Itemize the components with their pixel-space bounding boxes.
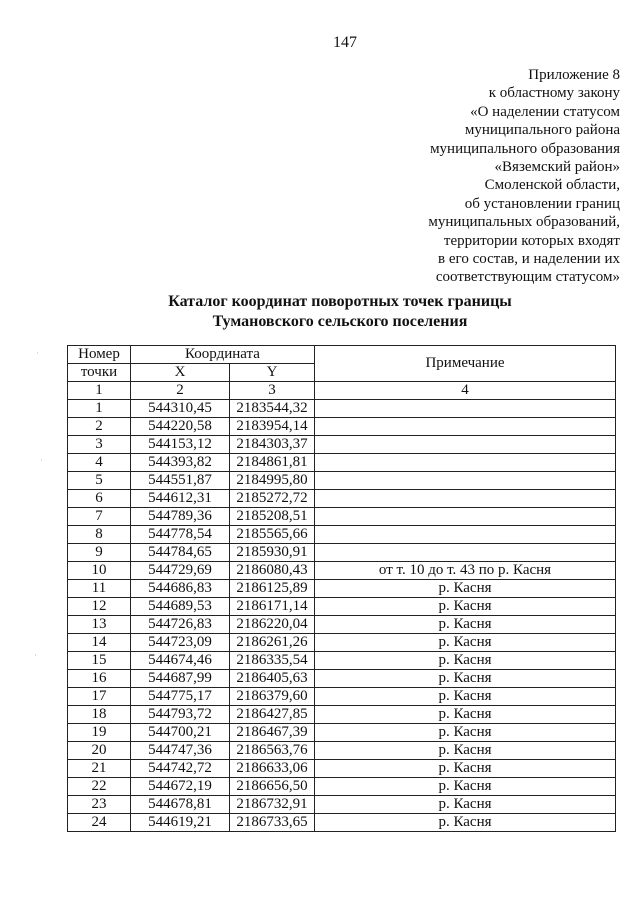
point-number-cell: 9 [68,544,131,562]
y-coordinate-cell: 2186261,26 [230,634,315,652]
y-coordinate-cell: 2185272,72 [230,490,315,508]
x-coordinate-cell: 544672,19 [131,778,230,796]
point-number-cell: 5 [68,472,131,490]
table-row [68,724,616,742]
table-row [68,544,616,562]
y-coordinate-cell: 2186633,06 [230,760,315,778]
appendix-line: Смоленской области, [484,177,620,194]
point-number-cell: 14 [68,634,131,652]
appendix-line: «Вяземский район» [494,159,620,176]
appendix-line: муниципального образования [430,140,620,157]
column-number: 1 [68,382,131,400]
appendix-line: Приложение 8 [528,67,620,83]
title-line: Тумановского сельского поселения [212,313,468,330]
y-coordinate-cell: 2186656,50 [230,778,315,796]
x-coordinate-cell: 544551,87 [131,472,230,490]
appendix-line: в его состав, и наделении их [438,251,620,268]
x-coordinate-cell: 544686,83 [131,580,230,598]
note-cell: р. Касня [315,688,616,706]
y-coordinate-cell: 2184861,81 [230,454,315,472]
y-coordinate-cell: 2185208,51 [230,508,315,526]
note-cell: р. Касня [315,742,616,760]
header-coordinate: Координата [131,346,315,364]
title-line: Каталог координат поворотных точек границы [168,293,512,310]
header-point-number-line2: точки [68,364,131,382]
y-coordinate-cell: 2184995,80 [230,472,315,490]
table-row [68,508,616,526]
point-number-cell: 11 [68,580,131,598]
table-row [68,418,616,436]
point-number-cell: 22 [68,778,131,796]
table-row [68,490,616,508]
note-cell: р. Касня [315,706,616,724]
scan-speck: · [36,348,39,358]
header-point-number: Номер [68,346,131,364]
table-row [68,598,616,616]
y-coordinate-cell: 2186405,63 [230,670,315,688]
point-number-cell: 2 [68,418,131,436]
appendix-line: к областному закону [488,85,620,102]
y-coordinate-cell: 2186125,89 [230,580,315,598]
y-coordinate-cell: 2186732,91 [230,796,315,814]
note-cell: р. Касня [315,580,616,598]
x-coordinate-cell: 544726,83 [131,616,230,634]
table-row [68,580,616,598]
note-cell: р. Касня [315,724,616,742]
note-cell [315,472,616,490]
x-coordinate-cell: 544789,36 [131,508,230,526]
note-cell: р. Касня [315,670,616,688]
point-number-cell: 16 [68,670,131,688]
point-number-cell: 19 [68,724,131,742]
table-row [68,562,616,580]
header-x: X [131,364,230,382]
y-coordinate-cell: 2186335,54 [230,652,315,670]
note-cell: р. Касня [315,634,616,652]
y-coordinate-cell: 2186563,76 [230,742,315,760]
table-row [68,706,616,724]
x-coordinate-cell: 544747,36 [131,742,230,760]
x-coordinate-cell: 544729,69 [131,562,230,580]
document-title [0,292,640,332]
point-number-cell: 24 [68,814,131,832]
table-row [68,526,616,544]
x-coordinate-cell: 544612,31 [131,490,230,508]
y-coordinate-cell: 2183544,32 [230,400,315,418]
column-number: 2 [131,382,230,400]
y-coordinate-cell: 2186171,14 [230,598,315,616]
point-number-cell: 21 [68,760,131,778]
x-coordinate-cell: 544742,72 [131,760,230,778]
appendix-header [428,66,620,287]
scan-speck: · [40,455,43,465]
point-number-cell: 4 [68,454,131,472]
x-coordinate-cell: 544784,65 [131,544,230,562]
note-cell: от т. 10 до т. 43 по р. Касня [315,562,616,580]
point-number-cell: 10 [68,562,131,580]
appendix-line: территории которых входят [443,232,620,249]
y-coordinate-cell: 2186733,65 [230,814,315,832]
appendix-line: «О наделении статусом [470,103,620,120]
table-row [68,472,616,490]
appendix-line: муниципальных образований, [428,214,620,231]
note-cell [315,454,616,472]
point-number-cell: 7 [68,508,131,526]
header-note: Примечание [315,346,616,382]
point-number-cell: 8 [68,526,131,544]
x-coordinate-cell: 544153,12 [131,436,230,454]
coordinates-table [67,345,616,832]
header-y: Y [230,364,315,382]
point-number-cell: 1 [68,400,131,418]
table-row [68,742,616,760]
y-coordinate-cell: 2186379,60 [230,688,315,706]
column-number: 4 [315,382,616,400]
table-row [68,814,616,832]
table-row [68,400,616,418]
y-coordinate-cell: 2183954,14 [230,418,315,436]
scan-speck: · [34,650,37,660]
point-number-cell: 13 [68,616,131,634]
y-coordinate-cell: 2185930,91 [230,544,315,562]
x-coordinate-cell: 544674,46 [131,652,230,670]
x-coordinate-cell: 544689,53 [131,598,230,616]
point-number-cell: 20 [68,742,131,760]
column-number: 3 [230,382,315,400]
point-number-cell: 17 [68,688,131,706]
note-cell: р. Касня [315,598,616,616]
x-coordinate-cell: 544310,45 [131,400,230,418]
x-coordinate-cell: 544220,58 [131,418,230,436]
table-row [68,796,616,814]
note-cell: р. Касня [315,814,616,832]
y-coordinate-cell: 2184303,37 [230,436,315,454]
x-coordinate-cell: 544678,81 [131,796,230,814]
table-row [68,616,616,634]
y-coordinate-cell: 2186220,04 [230,616,315,634]
note-cell [315,544,616,562]
y-coordinate-cell: 2186427,85 [230,706,315,724]
note-cell: р. Касня [315,652,616,670]
note-cell [315,418,616,436]
note-cell: р. Касня [315,760,616,778]
table-row [68,778,616,796]
x-coordinate-cell: 544393,82 [131,454,230,472]
x-coordinate-cell: 544778,54 [131,526,230,544]
appendix-line: об установлении границ [464,195,620,212]
x-coordinate-cell: 544723,09 [131,634,230,652]
y-coordinate-cell: 2185565,66 [230,526,315,544]
point-number-cell: 15 [68,652,131,670]
appendix-line: муниципального района [464,122,620,139]
appendix-line: соответствующим статусом» [435,269,620,286]
table-row [68,652,616,670]
page-number: 147 [333,34,357,51]
note-cell: р. Касня [315,796,616,814]
x-coordinate-cell: 544687,99 [131,670,230,688]
table-row [68,454,616,472]
x-coordinate-cell: 544775,17 [131,688,230,706]
note-cell: р. Касня [315,778,616,796]
x-coordinate-cell: 544793,72 [131,706,230,724]
note-cell [315,400,616,418]
note-cell [315,490,616,508]
point-number-cell: 12 [68,598,131,616]
point-number-cell: 23 [68,796,131,814]
table-row [68,634,616,652]
note-cell [315,526,616,544]
point-number-cell: 3 [68,436,131,454]
note-cell [315,436,616,454]
table-row [68,670,616,688]
table-row [68,760,616,778]
table-body [68,400,616,832]
x-coordinate-cell: 544700,21 [131,724,230,742]
point-number-cell: 18 [68,706,131,724]
note-cell [315,508,616,526]
y-coordinate-cell: 2186080,43 [230,562,315,580]
column-numbers-row [68,382,616,400]
point-number-cell: 6 [68,490,131,508]
x-coordinate-cell: 544619,21 [131,814,230,832]
note-cell: р. Касня [315,616,616,634]
table-row [68,688,616,706]
y-coordinate-cell: 2186467,39 [230,724,315,742]
table-row [68,436,616,454]
